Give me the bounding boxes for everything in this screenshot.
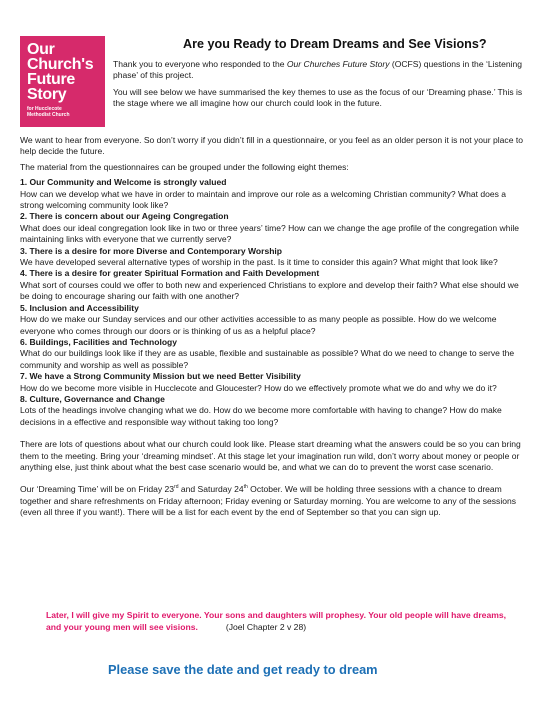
page-title: Are you Ready to Dream Dreams and See Visions? [183,37,487,51]
quote-reference: (Joel Chapter 2 v 28) [225,621,307,632]
intro-text: (OCFS) questions in the ‘Listening phase’ of this project. [113,59,523,81]
dates-text: Our ‘Dreaming Time’ will be on Friday 23 [20,484,175,495]
theme-heading: 4. There is a desire for greater Spiritual Formation and Faith Development [20,268,320,279]
quote-text: Later, I will give my Spirit to everyone. Your sons and daughters will prophesy. Your old people will have dreams, and your young men will see visions. [46,610,507,632]
theme-heading: 2. There is concern about our Ageing Congregation [20,211,229,222]
theme-item [20,246,528,269]
paragraph-hear: We want to hear from everyone. So don’t worry if you didn’t fill in a questionnaire, or you feel as an older person it is not your place to help decide the future. [20,135,523,157]
logo-title-line: Story [27,86,67,103]
theme-item [20,211,528,245]
theme-item [20,394,528,428]
ordinal-suffix: th [243,484,248,491]
logo-subtitle [27,106,99,118]
theme-heading: 3. There is a desire for more Diverse and Contemporary Worship [20,245,283,256]
theme-item [20,268,528,302]
main-content [20,135,528,523]
theme-item [20,337,528,371]
bible-quote [46,610,516,633]
project-name: Our Churches Future Story [286,59,390,69]
theme-body: What do our buildings look like if they are as usable, flexible and sustainable as possible? What do we need to change to serve the community and worship as well as possible? [20,348,515,370]
theme-heading: 5. Inclusion and Accessibility [20,302,139,313]
theme-item [20,371,528,394]
theme-heading: 7. We have a Strong Community Mission but we need Better Visibility [20,371,301,382]
theme-body: We have developed several alternative types of worship in the past. Is it time to consider this again? What might that look like? [20,257,498,268]
paragraph-dates [20,484,528,518]
logo-subtitle-line: Methodist Church [27,112,70,118]
logo-title-line: Our [27,41,55,58]
theme-body: How do we make our Sunday services and our other activities accessible to as many people as possible. How do we welcome everyone who comes through our doors or is thinking of us as a helpful place? [20,314,497,336]
paragraph-material: The material from the questionnaires can be grouped under the following eight themes: [20,161,349,172]
theme-heading: 8. Culture, Governance and Change [20,393,165,404]
intro [113,59,528,115]
intro-text: Thank you to everyone who responded to the [113,59,287,69]
theme-body: What does our ideal congregation look like in two or three years’ time? How can we change the age profile of the congregation while maintaining links with everyone that we currently serve? [20,222,520,245]
logo-title-line: Church's [27,56,94,73]
logo-title-line: Future [27,71,75,88]
dates-text: October. We will be holding three sessions with a chance to dream together and share refreshments on Friday afternoon; Friday evening or Saturday morning. You are welcome to any of the sessions (even all three if you want!). There will be a list for each event by the end of September so that you can sign up. [20,484,516,518]
logo [20,36,105,127]
save-the-date-banner: Please save the date and get ready to dream [108,662,378,677]
intro-paragraph [113,59,528,82]
theme-body: Lots of the headings involve changing what we do. How do we become more comfortable with having to change? How do make decisions in a effective and responsible way without taking too long? [20,405,502,427]
logo-subtitle-line: for Hucclecote [27,106,62,112]
theme-body: How do we become more visible in Hucclecote and Gloucester? How do we effectively promote what we do and why we do it? [20,382,497,393]
theme-body: How can we develop what we have in order to maintain and improve our role as a welcoming Christian community? What does a strong welcoming community look like? [20,188,506,211]
theme-heading: 6. Buildings, Facilities and Technology [20,336,178,347]
theme-item [20,177,528,211]
theme-heading: 1. Our Community and Welcome is strongly valued [20,177,227,188]
dates-text: and Saturday 24 [178,484,244,495]
intro-paragraph: You will see below we have summarised the key themes to use as the focus of our ‘Dreaming phase.’ This is the stage where we all imagine how our church could look in the future. [113,86,523,109]
theme-body: What sort of courses could we offer to both new and experienced Christians to explore and develop their faith? What else should we be doing to encourage sharing our faith with one another? [20,279,519,302]
logo-title [27,42,99,102]
paragraph-dream: There are lots of questions about what our church could look like. Please start dreaming what the answers could be so you can bring them to the meeting. Bring your ‘dreaming mindset’. At this stage let your imagination run wild, don’t worry about money or people or anything else, just think about what the best case scenario would be, and what we can do to prevent the worst case scenario. [20,439,521,472]
ordinal-suffix: rd [174,484,179,491]
themes-list [20,177,528,428]
theme-item [20,303,528,337]
